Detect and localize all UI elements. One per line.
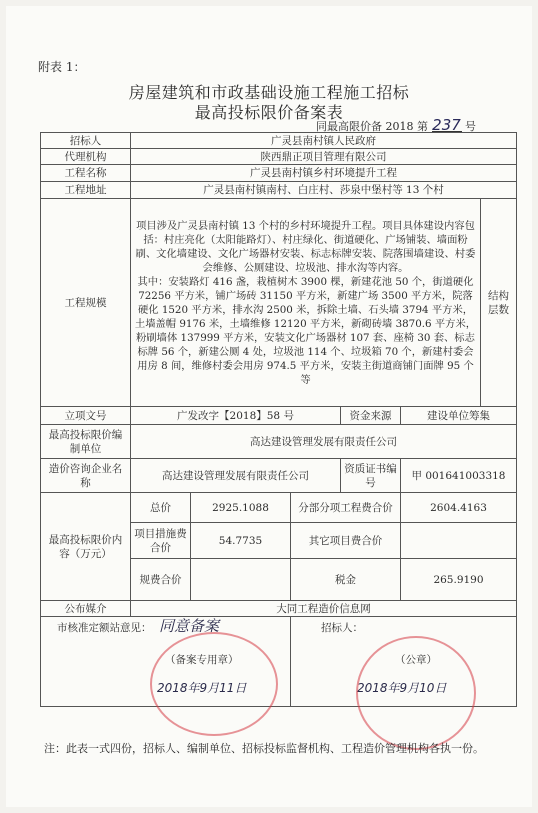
structure-floors-label: 结构层数 xyxy=(481,199,517,407)
agency-value: 陕西鼎正项目管理有限公司 xyxy=(131,149,517,165)
table-row xyxy=(41,182,517,199)
agency-label: 代理机构 xyxy=(41,149,131,165)
table-row xyxy=(41,493,517,523)
registration-handwritten-number: 237 xyxy=(432,116,461,134)
scale-description xyxy=(131,199,481,407)
tax-label: 税金 xyxy=(291,559,401,601)
table-row xyxy=(41,149,517,165)
fees-value xyxy=(191,559,291,601)
table-row xyxy=(41,459,517,493)
registration-prefix: 同最高限价备 2018 第 xyxy=(316,120,428,133)
right-seal-note: （公章） xyxy=(395,654,437,666)
project-address-value: 广灵县南村镇南村、白庄村、莎泉中堡村等 13 个村 xyxy=(131,182,517,199)
measures-cost-value: 54.7735 xyxy=(191,523,291,559)
opinion-label: 市核准定额站意见： xyxy=(57,622,152,634)
subitem-cost-value: 2604.4163 xyxy=(401,493,517,523)
government-seal-stamp xyxy=(356,636,476,750)
tenderer-sign-label: 招标人： xyxy=(321,622,363,634)
other-cost-label: 其它项目费合价 xyxy=(291,523,401,559)
tenderer-label: 招标人 xyxy=(41,133,131,149)
media-label: 公布媒介 xyxy=(41,601,131,617)
consultant-value: 高达建设管理发展有限责任公司 xyxy=(131,459,341,493)
project-address-label: 工程地址 xyxy=(41,182,131,199)
footer-note: 注：此表一式四份，招标人、编制单位、招标投标监督机构、工程造价管理机构各执一份。 xyxy=(44,742,484,755)
other-cost-value xyxy=(401,523,517,559)
table-row xyxy=(41,165,517,182)
total-price-value: 2925.1088 xyxy=(191,493,291,523)
record-seal-stamp xyxy=(150,632,278,736)
total-price-label: 总价 xyxy=(131,493,191,523)
scale-paragraph-2: 其中：安装路灯 416 盏，栽植树木 3900 棵，新建花池 50 个，街道硬化 72256 平方米，铺广场砖 31150 平方米，新建广场 3500 平方米，院落硬化 1520 平方米，排水沟 2500 米，拆除土墙、石头墙 3794 平方米，土墙盖帽 9176 米，土墙维修 12120 平方米，新砌砖墙 3870.6 平方米，粉刷墙体 137999 平方米，安装文化广场器材 107 套、座椅 30 套、标志标牌 56 个，新建公厕 4 处，垃圾池 114 个、垃圾箱 70 个，新建村委会用房 8 间，维修村委会用房 974.5 平方米，安装主街道商铺门面牌 95 个等 xyxy=(134,275,477,386)
price-content-label: 最高投标限价内容（万元） xyxy=(41,493,131,601)
opinion-handwriting: 同意备案 xyxy=(159,617,220,635)
project-name-value: 广灵县南村镇乡村环境提升工程 xyxy=(131,165,517,182)
certificate-label: 资质证书编号 xyxy=(341,459,401,493)
left-seal-note: （备案专用章） xyxy=(165,654,239,666)
compiler-value: 高达建设管理发展有限责任公司 xyxy=(131,425,517,459)
filing-table xyxy=(40,132,517,707)
registration-suffix: 号 xyxy=(465,120,476,133)
measures-cost-label: 项目措施费合价 xyxy=(131,523,191,559)
form-title-line2: 最高投标限价备案表 xyxy=(194,103,344,122)
fund-source-label: 资金来源 xyxy=(341,407,401,425)
scale-label: 工程规模 xyxy=(41,199,131,407)
fund-source-value: 建设单位筹集 xyxy=(401,407,517,425)
media-value: 大同工程造价信息网 xyxy=(131,601,517,617)
annex-label: 附表 1： xyxy=(38,60,86,74)
table-row xyxy=(41,407,517,425)
approval-label: 立项文号 xyxy=(41,407,131,425)
right-date: 2018年9月10日 xyxy=(357,681,447,695)
compiler-label: 最高投标限价编制单位 xyxy=(41,425,131,459)
tax-value: 265.9190 xyxy=(401,559,517,601)
tenderer-value: 广灵县南村镇人民政府 xyxy=(131,133,517,149)
table-row xyxy=(41,133,517,149)
scale-paragraph-1: 项目涉及广灵县南村镇 13 个村的乡村环境提升工程。项目具体建设内容包括：村庄亮化（太阳能路灯）、村庄绿化、街道硬化、广场铺装、墙面粉刷、文化墙建设、文化广场器材安装、标志标牌安装、院落围墙建设、村委会维修、公厕建设、垃圾池、排水沟等内容。 xyxy=(135,219,476,274)
approval-value: 广发改字【2018】58 号 xyxy=(131,407,341,425)
project-name-label: 工程名称 xyxy=(41,165,131,182)
fees-label: 规费合价 xyxy=(131,559,191,601)
table-row xyxy=(41,425,517,459)
table-row xyxy=(41,601,517,617)
table-row xyxy=(41,199,517,407)
consultant-label: 造价咨询企业名称 xyxy=(41,459,131,493)
left-date: 2018年9月11日 xyxy=(157,681,247,695)
form-title-line1: 房屋建筑和市政基础设施工程施工招标 xyxy=(128,83,410,102)
subitem-cost-label: 分部分项工程费合价 xyxy=(291,493,401,523)
certificate-value: 甲 001641003318 xyxy=(401,459,517,493)
